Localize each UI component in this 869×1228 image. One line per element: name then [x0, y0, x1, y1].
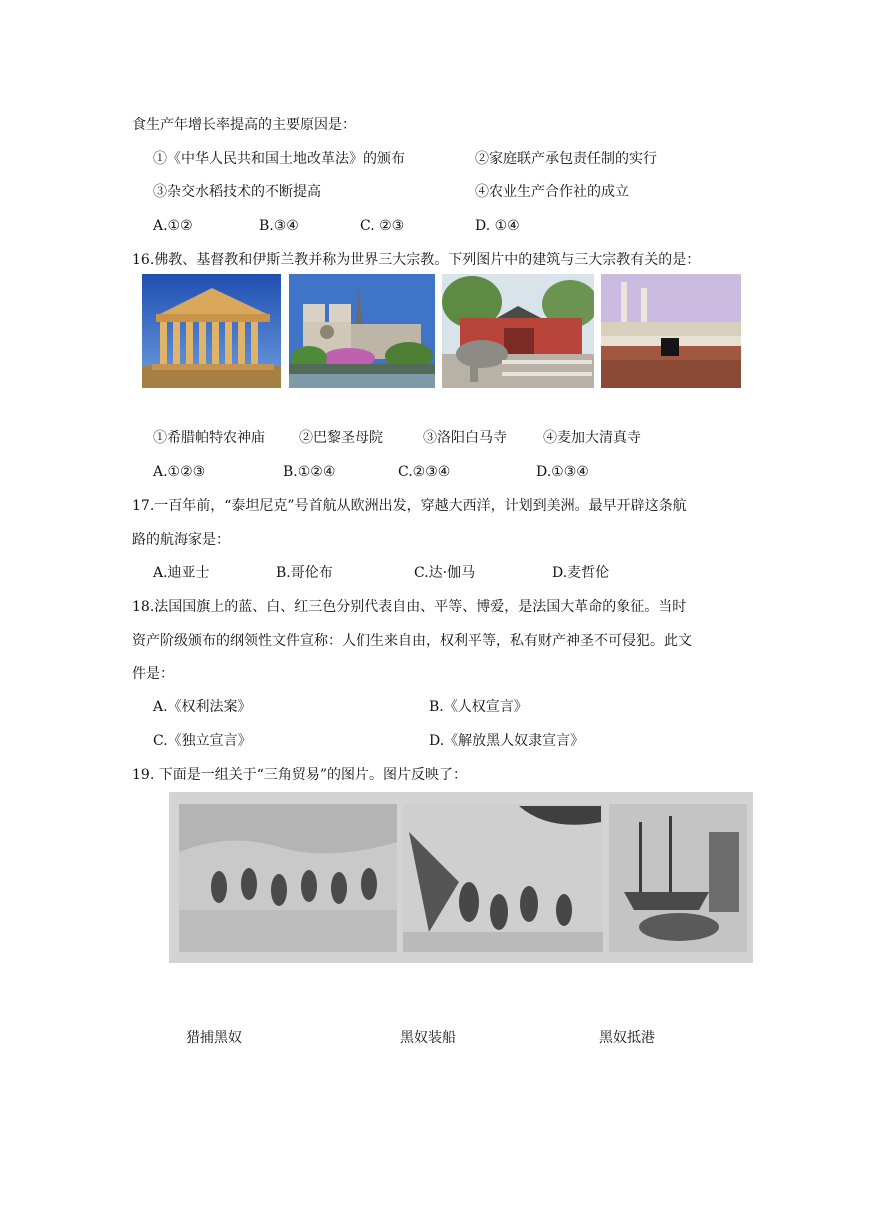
- q18-option-c: C.《独立宣言》: [153, 733, 252, 749]
- q18-stem-line-1: 18.法国国旗上的蓝、白、红三色分别代表自由、平等、博爱，是法国大革命的象征。当时: [132, 599, 687, 615]
- q19-stem: 19. 下面是一组关于“三角贸易”的图片。图片反映了：: [132, 767, 468, 783]
- q15-option-d: D. ①④: [475, 218, 520, 234]
- triangle-trade-illustrations: [169, 792, 753, 963]
- q16-item-1: ①希腊帕特农神庙: [153, 430, 265, 446]
- q16-option-a: A.①②③: [153, 464, 206, 480]
- q18-stem-line-3: 件是：: [132, 666, 174, 682]
- q17-stem-line-1: 17.一百年前，“泰坦尼克”号首航从欧洲出发，穿越大西洋，计划到美洲。最早开辟这条航: [132, 498, 687, 514]
- q19-caption-2: 黑奴装船: [400, 1030, 456, 1046]
- q15-stem-tail: 食生产年增长率提高的主要原因是：: [132, 117, 356, 133]
- q16-item-3: ③洛阳白马寺: [423, 430, 507, 446]
- slaves-arriving-engraving: [609, 804, 747, 952]
- q19-caption-1: 猎捕黑奴: [186, 1030, 242, 1046]
- slave-loading-engraving: [403, 804, 603, 952]
- q15-item-1: ①《中华人民共和国土地改革法》的颁布: [153, 151, 405, 167]
- q18-option-b: B.《人权宣言》: [429, 699, 528, 715]
- slave-hunting-engraving: [179, 804, 397, 952]
- notre-dame-photo: [289, 274, 435, 388]
- q16-option-c: C.②③④: [398, 464, 451, 480]
- q16-item-4: ④麦加大清真寺: [543, 430, 641, 446]
- q18-option-a: A.《权利法案》: [153, 699, 252, 715]
- q17-option-c: C.达·伽马: [414, 565, 476, 581]
- q18-stem-line-2: 资产阶级颁布的纲领性文件宣称：人们生来自由，权利平等，私有财产神圣不可侵犯。此文: [132, 633, 692, 649]
- q15-item-2: ②家庭联产承包责任制的实行: [475, 151, 657, 167]
- q19-caption-3: 黑奴抵港: [599, 1030, 655, 1046]
- q16-item-2: ②巴黎圣母院: [299, 430, 383, 446]
- mecca-mosque-photo: [601, 274, 741, 388]
- q15-item-4: ④农业生产合作社的成立: [475, 184, 629, 200]
- q17-option-b: B.哥伦布: [276, 565, 333, 581]
- q16-stem: 16.佛教、基督教和伊斯兰教并称为世界三大宗教。下列图片中的建筑与三大宗教有关的是：: [132, 252, 701, 268]
- parthenon-photo: [142, 274, 281, 388]
- q16-option-b: B.①②④: [283, 464, 336, 480]
- q15-option-b: B.③④: [259, 218, 299, 234]
- q15-option-a: A.①②: [153, 218, 193, 234]
- q17-stem-line-2: 路的航海家是：: [132, 532, 230, 548]
- q15-option-c: C. ②③: [360, 218, 405, 234]
- q17-option-a: A.迪亚士: [153, 565, 210, 581]
- q16-option-d: D.①③④: [536, 464, 589, 480]
- q17-option-d: D.麦哲伦: [552, 565, 610, 581]
- q18-option-d: D.《解放黑人奴隶宣言》: [429, 733, 585, 749]
- q15-item-3: ③杂交水稻技术的不断提高: [153, 184, 321, 200]
- white-horse-temple-photo: [442, 274, 594, 388]
